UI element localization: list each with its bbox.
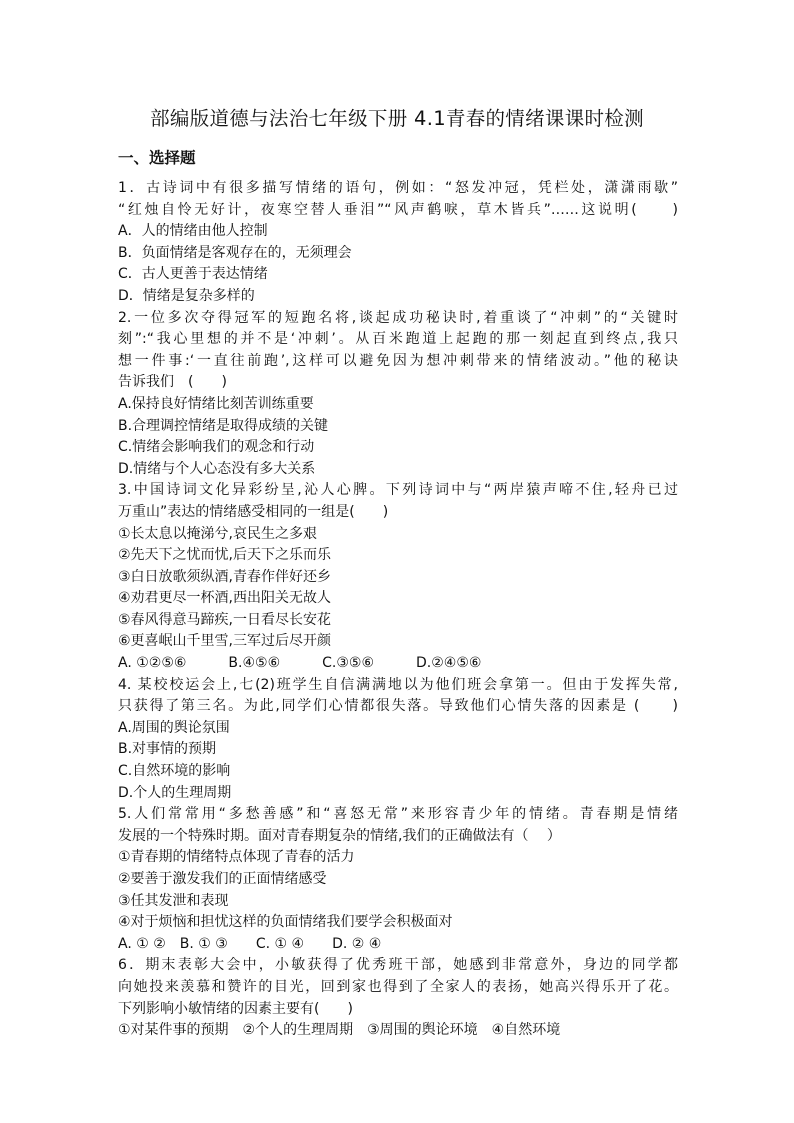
text-line: ②要善于激发我们的正面情绪感受 (118, 871, 327, 887)
text-line: 4. 某校校运会上,七(2)班学生自信满满地以为他们班会拿第一。但由于发挥失常, (118, 676, 678, 693)
text-line: “红烛自怜无好计，夜寒空替人垂泪”“风声鹤唳，草木皆兵”……这说明( ) (118, 201, 678, 218)
text-line: 6．期末表彰大会中，小敏获得了优秀班干部，她感到非常意外，身边的同学都 (118, 957, 678, 974)
text-line: 2.一位多次夺得冠军的短跑名将,谈起成功秘诀时,着重谈了“冲刺”的“关键时 (118, 309, 678, 326)
text-line: 万重山”表达的情绪感受相同的一组是( ) (118, 503, 389, 520)
text-line: ⑤春风得意马蹄疾,一日看尽长安花 (118, 611, 332, 628)
text-line: D.个人的生理周期 (118, 784, 232, 801)
text-line: A．人的情绪由他人控制 (118, 223, 268, 240)
text-line: ④对于烦恼和担忧这样的负面情绪我们要学会积极面对 (118, 914, 453, 931)
text-line: D．情绪是复杂多样的 (118, 287, 255, 304)
text-line: ③白日放歌须纵酒,青春作伴好还乡 (118, 568, 332, 585)
text-line: 发展的一个特殊时期。面对青春期复杂的情绪,我们的正确做法有（ ） (118, 827, 561, 844)
text-line: ①青春期的情绪特点体现了青春的活力 (118, 849, 355, 866)
text-line: ②先天下之忧而忧,后天下之乐而乐 (118, 547, 332, 564)
text-line: C．古人更善于表达情绪 (118, 266, 268, 283)
section-heading: 一、选择题 (118, 149, 196, 167)
text-line: A.周围的舆论氛围 (118, 719, 230, 736)
text-line: C.自然环境的影响 (118, 763, 231, 780)
text-line: B.对事情的预期 (118, 741, 217, 758)
text-line: ①对某件事的预期 ②个人的生理周期 ③周围的舆论环境 ④自然环境 (118, 1022, 561, 1039)
text-line: 5.人们常常用“多愁善感”和“喜怒无常”来形容青少年的情绪。青春期是情绪 (118, 806, 678, 823)
text-line: 1．古诗词中有很多描写情绪的语句，例如：“怒发冲冠，凭栏处，潇潇雨歇” (118, 180, 678, 196)
text-line: 想一件事:‘一直往前跑’,这样可以避免因为想冲刺带来的情绪波动。”他的秘诀 (118, 352, 678, 369)
text-line: ⑥更喜岷山千里雪,三军过后尽开颜 (118, 633, 332, 650)
text-line: B.合理调控情绪是取得成绩的关键 (118, 417, 329, 434)
text-line: ③任其发泄和表现 (118, 892, 229, 909)
text-line: 只获得了第三名。为此,同学们心情都很失落。导致他们心情失落的因素是 ( ) (118, 698, 678, 715)
text-line: B．负面情绪是客观存在的，无须理会 (118, 244, 352, 261)
document-title: 部编版道德与法治七年级下册 4.1青春的情绪课课时检测 (150, 107, 644, 130)
text-line: A. ①②⑤⑥ B.④⑤⑥ C.③⑤⑥ D.②④⑤⑥ (118, 655, 482, 672)
text-line: C.情绪会影响我们的观念和行动 (118, 439, 315, 456)
text-line: D.情绪与个人心态没有多大关系 (118, 460, 316, 477)
text-line: 告诉我们 ( ) (118, 374, 227, 391)
text-line: ④劝君更尽一杯酒,西出阳关无故人 (118, 590, 332, 607)
text-line: 3.中国诗词文化异彩纷呈,沁人心脾。下列诗词中与“两岸猿声啼不住,轻舟已过 (118, 482, 678, 499)
text-line: 刻”:“我心里想的并不是‘冲刺’。从百米跑道上起跑的那一刻起直到终点,我只 (118, 331, 678, 348)
text-line: A. ① ② B. ① ③ C. ① ④ D. ② ④ (118, 935, 382, 952)
text-line: 向她投来羡慕和赞许的目光，回到家也得到了全家人的表扬，她高兴得乐开了花。 (118, 978, 678, 995)
question-list (118, 178, 678, 1042)
text-line: ①长太息以掩涕兮,哀民生之多艰 (118, 525, 318, 542)
text-line: 下列影响小敏情绪的因素主要有( ) (118, 1000, 353, 1017)
text-line: A.保持良好情绪比刻苦训练重要 (118, 395, 314, 412)
